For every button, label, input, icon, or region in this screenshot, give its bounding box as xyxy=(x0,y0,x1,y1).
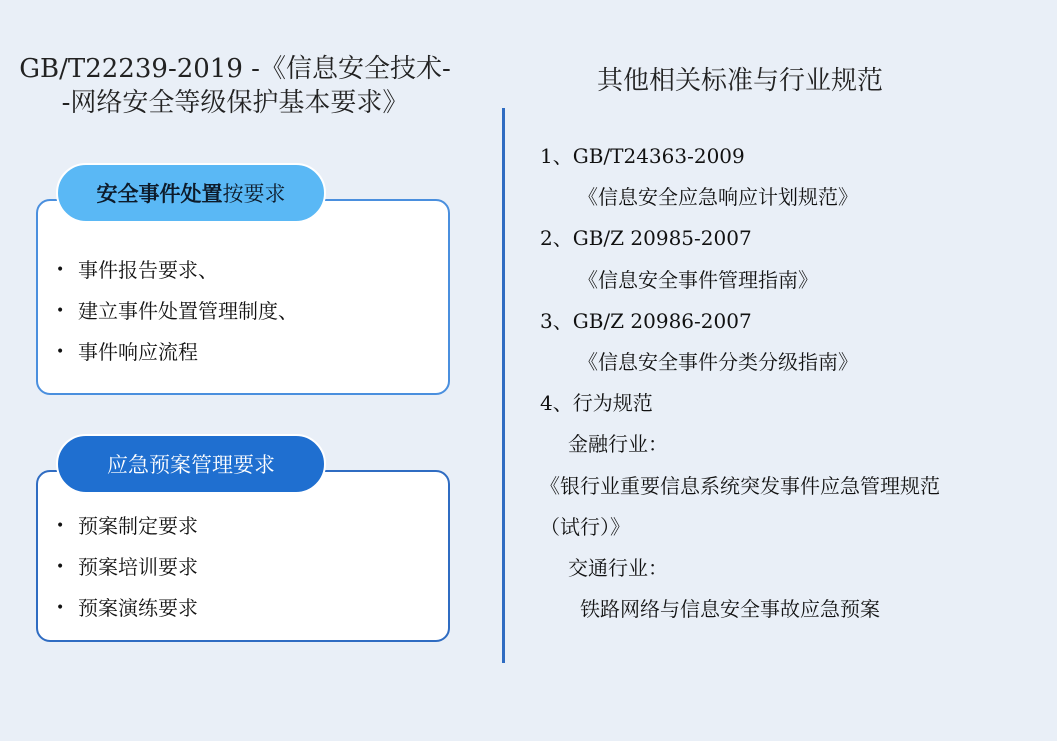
list-item xyxy=(56,506,198,547)
incident-handling-header-normal: 按要求 xyxy=(222,182,286,206)
bullet: • xyxy=(56,344,65,360)
standard-item: 1、GB/T24363-2009 xyxy=(540,144,745,168)
list-item-text: 预案培训要求 xyxy=(78,555,198,579)
standard-item: 《信息安全应急响应计划规范》 xyxy=(578,185,858,210)
left-title xyxy=(0,52,470,120)
left-title-line2: -网络安全等级保护基本要求》 xyxy=(61,88,409,118)
standard-item: 2、GB/Z 20985-2007 xyxy=(540,226,752,251)
standard-item: 《银行业重要信息系统突发事件应急管理规范 xyxy=(540,473,940,498)
bullet: • xyxy=(56,518,65,534)
list-item-text: 事件响应流程 xyxy=(78,340,198,364)
bullet: • xyxy=(56,262,65,278)
left-title-line1: GB/T22239-2019 -《信息安全技术- xyxy=(19,54,451,84)
list-item-text: 预案制定要求 xyxy=(78,514,198,538)
standard-item: 《信息安全事件分类分级指南》 xyxy=(578,349,858,374)
vertical-divider xyxy=(502,108,505,663)
standard-item: 3、GB/Z 20986-2007 xyxy=(540,308,752,333)
list-item xyxy=(56,547,198,588)
standard-item: 《信息安全事件管理指南》 xyxy=(578,267,818,292)
standard-item: 铁路网络与信息安全事故应急预案 xyxy=(580,597,880,622)
emergency-plan-list xyxy=(56,506,198,629)
list-item xyxy=(56,291,298,332)
standard-item: （试行）》 xyxy=(540,514,630,539)
list-item xyxy=(56,250,298,291)
emergency-plan-header: 应急预案管理要求 xyxy=(56,434,326,494)
bullet: • xyxy=(56,600,65,616)
standard-item: 交通行业： xyxy=(568,555,668,580)
list-item-text: 事件报告要求、 xyxy=(78,258,218,282)
bullet: • xyxy=(56,303,65,319)
list-item-text: 建立事件处置管理制度、 xyxy=(78,299,298,323)
incident-handling-list xyxy=(56,250,298,373)
list-item xyxy=(56,588,198,629)
incident-handling-header xyxy=(56,163,326,223)
standard-item: 金融行业： xyxy=(568,432,668,457)
incident-handling-header-bold: 安全事件处置 xyxy=(96,182,223,206)
list-item-text: 预案演练要求 xyxy=(78,596,198,620)
bullet: • xyxy=(56,559,65,575)
standard-item: 4、行为规范 xyxy=(540,391,653,416)
standards-list xyxy=(540,136,940,630)
right-title: 其他相关标准与行业规范 xyxy=(596,66,883,96)
list-item xyxy=(56,332,298,373)
